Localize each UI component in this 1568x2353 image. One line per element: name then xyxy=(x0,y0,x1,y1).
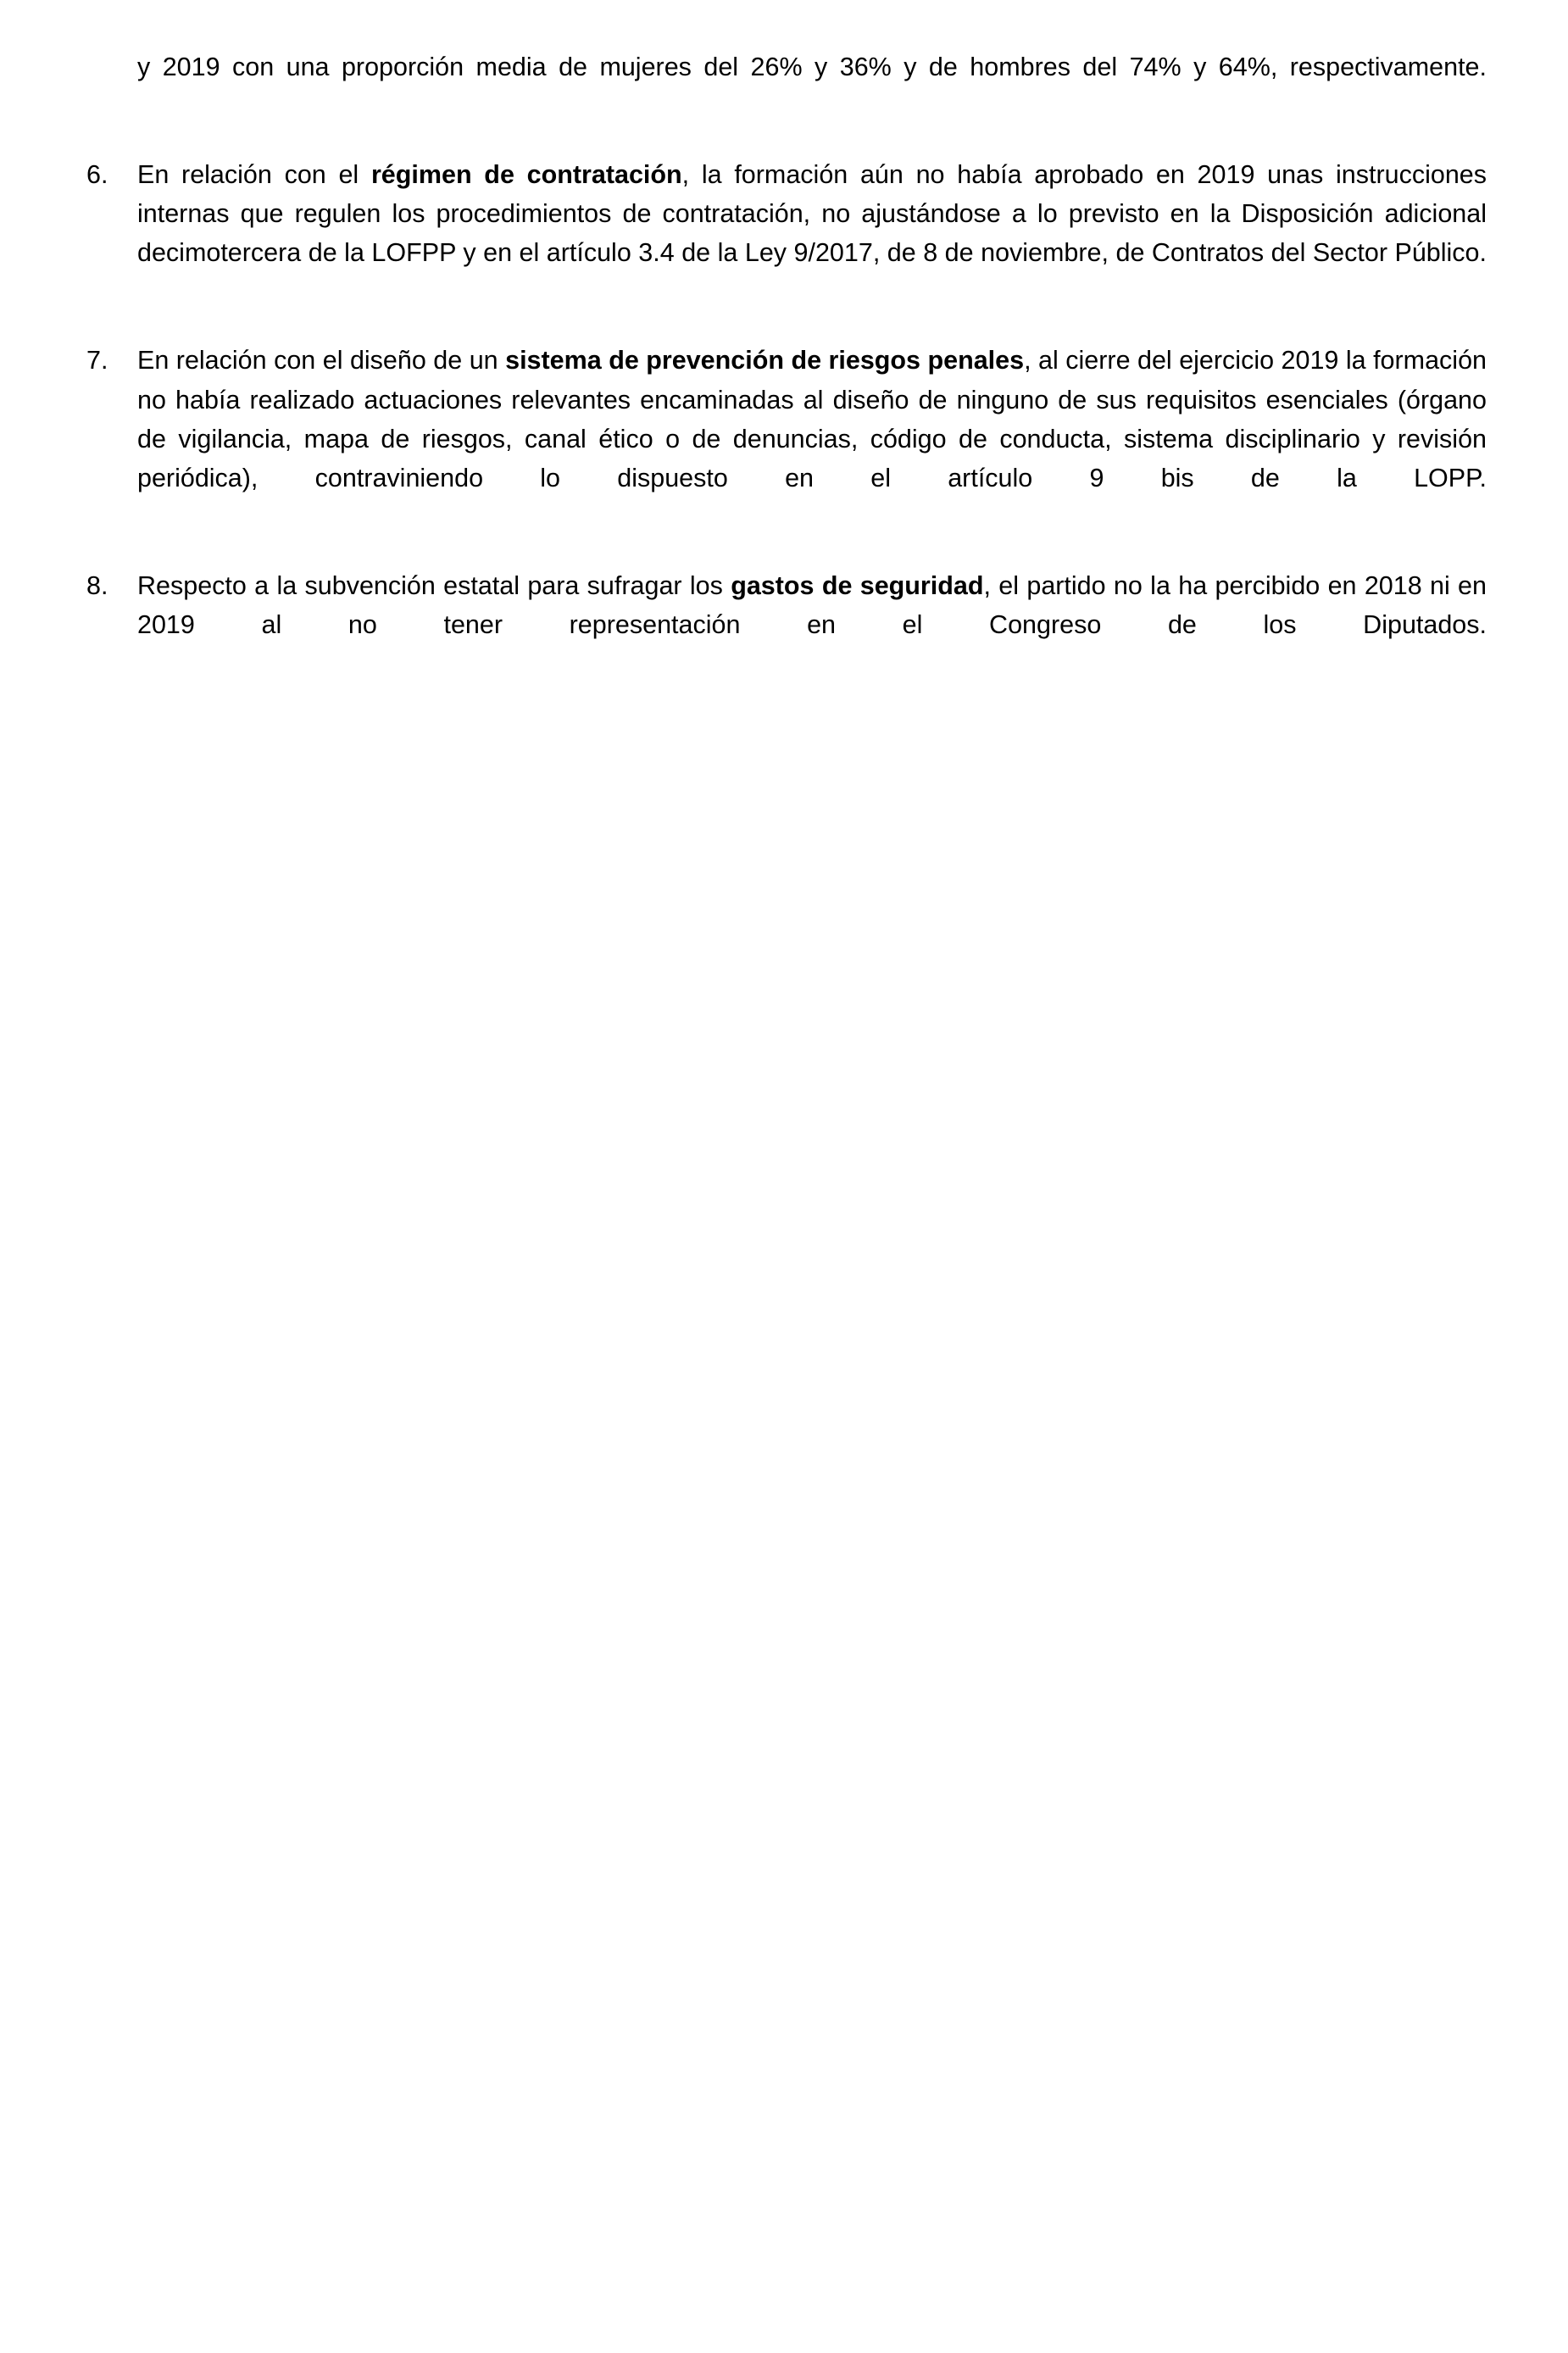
list-item-rest-text: , al cierre del ejercicio 2019 la formación no había realizado actuaciones relevantes encaminadas al diseño de ninguno de sus requisitos esenciales (órgano de vigilancia, mapa de riesgos, canal ético o de denuncias, código de conducta, sistema disciplinario y revisión periódica), contraviniendo lo dispuesto en el artículo 9 bis de la LOPP. xyxy=(137,346,1487,493)
list-item-emphasis: gastos de seguridad xyxy=(731,570,984,600)
list-item xyxy=(81,566,1487,684)
list-item-rest-text: , la formación aún no había aprobado en 2019 unas instrucciones internas que regulen los procedimientos de contratación, no ajustándose a lo previsto en la Disposición adicional decimotercera de la LOFPP y en el artículo 3.4 de la Ley 9/2017, de 8 de noviembre, de Contratos del Sector Público. xyxy=(137,159,1487,268)
list-item-text xyxy=(137,341,1487,537)
list-item-marker: 8. xyxy=(86,570,108,600)
list-item-emphasis: sistema de prevención de riesgos penales xyxy=(505,346,1025,375)
list-item xyxy=(81,155,1487,312)
list-item-marker: 6. xyxy=(86,159,108,189)
list-item-lead-text: En relación con el xyxy=(137,159,371,189)
list-item-text xyxy=(137,566,1487,684)
list-item-text xyxy=(137,155,1487,312)
list-item-lead-text: Respecto a la subvención estatal para sufragar los xyxy=(137,570,731,600)
continued-paragraph: y 2019 con una proporción media de mujeres del 26% y 36% y de hombres del 74% y 64%, respectivamente. xyxy=(137,53,1487,81)
list-item-marker: 7. xyxy=(86,346,108,375)
list-item-emphasis: régimen de contratación xyxy=(370,159,682,189)
list-item-rest-text: , el partido no la ha percibido en 2018 ni en 2019 al no tener representación en el Congreso de los Diputados. xyxy=(137,570,1487,640)
list-item xyxy=(81,341,1487,537)
list-item-lead-text: En relación con el diseño de un xyxy=(137,346,506,375)
